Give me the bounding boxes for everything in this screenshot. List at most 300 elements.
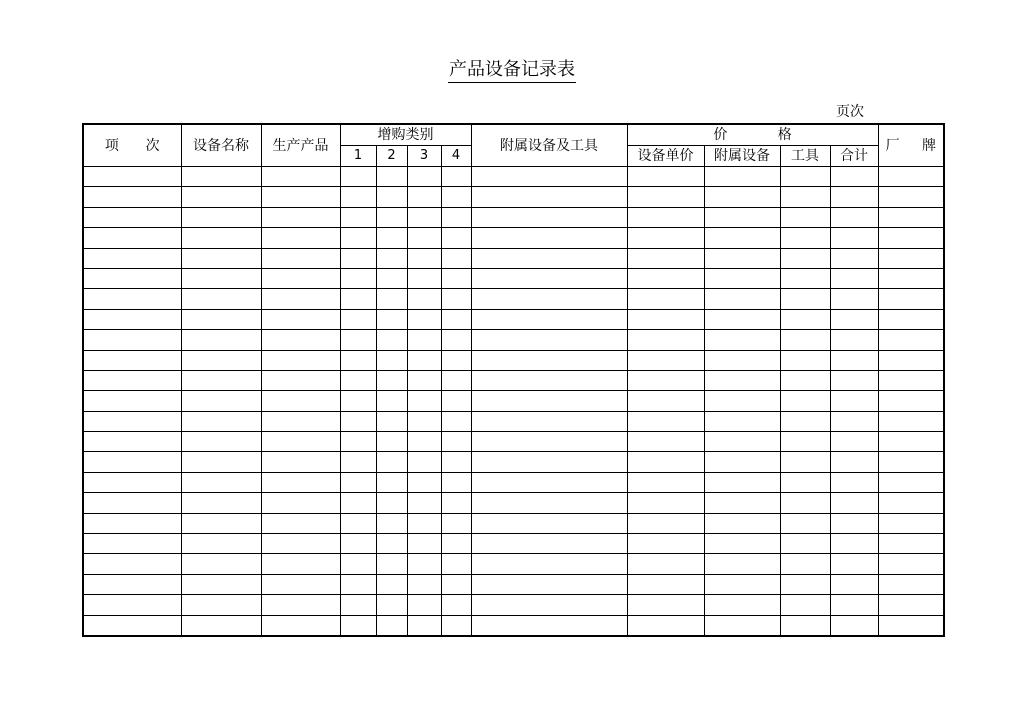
table-cell[interactable] xyxy=(376,472,407,492)
table-cell[interactable] xyxy=(704,534,780,554)
table-cell[interactable] xyxy=(627,228,704,248)
table-cell[interactable] xyxy=(261,472,340,492)
table-cell[interactable] xyxy=(340,309,376,329)
table-cell[interactable] xyxy=(376,370,407,390)
table-cell[interactable] xyxy=(83,350,181,370)
table-cell[interactable] xyxy=(340,228,376,248)
table-cell[interactable] xyxy=(704,187,780,207)
table-cell[interactable] xyxy=(441,472,471,492)
table-cell[interactable] xyxy=(376,534,407,554)
table-cell[interactable] xyxy=(878,228,944,248)
table-cell[interactable] xyxy=(878,574,944,594)
table-cell[interactable] xyxy=(376,513,407,533)
table-cell[interactable] xyxy=(376,493,407,513)
table-cell[interactable] xyxy=(780,309,830,329)
table-cell[interactable] xyxy=(780,513,830,533)
table-cell[interactable] xyxy=(780,472,830,492)
table-cell[interactable] xyxy=(407,207,441,227)
table-cell[interactable] xyxy=(181,268,261,288)
table-cell[interactable] xyxy=(181,391,261,411)
table-cell[interactable] xyxy=(340,615,376,636)
table-cell[interactable] xyxy=(704,411,780,431)
table-cell[interactable] xyxy=(471,513,627,533)
table-cell[interactable] xyxy=(878,268,944,288)
table-cell[interactable] xyxy=(471,350,627,370)
table-cell[interactable] xyxy=(83,289,181,309)
table-cell[interactable] xyxy=(261,493,340,513)
table-cell[interactable] xyxy=(878,411,944,431)
table-cell[interactable] xyxy=(181,595,261,615)
table-cell[interactable] xyxy=(407,350,441,370)
table-cell[interactable] xyxy=(441,167,471,187)
table-cell[interactable] xyxy=(627,289,704,309)
table-cell[interactable] xyxy=(407,187,441,207)
table-cell[interactable] xyxy=(261,187,340,207)
table-cell[interactable] xyxy=(340,350,376,370)
table-cell[interactable] xyxy=(83,493,181,513)
table-cell[interactable] xyxy=(830,207,878,227)
table-cell[interactable] xyxy=(830,411,878,431)
table-cell[interactable] xyxy=(878,472,944,492)
table-cell[interactable] xyxy=(627,493,704,513)
table-cell[interactable] xyxy=(261,370,340,390)
table-cell[interactable] xyxy=(83,513,181,533)
table-cell[interactable] xyxy=(780,411,830,431)
table-cell[interactable] xyxy=(407,574,441,594)
table-cell[interactable] xyxy=(83,391,181,411)
table-cell[interactable] xyxy=(627,432,704,452)
table-cell[interactable] xyxy=(704,309,780,329)
table-cell[interactable] xyxy=(780,248,830,268)
table-cell[interactable] xyxy=(376,228,407,248)
table-cell[interactable] xyxy=(471,248,627,268)
table-cell[interactable] xyxy=(878,289,944,309)
table-cell[interactable] xyxy=(830,370,878,390)
table-cell[interactable] xyxy=(181,493,261,513)
table-cell[interactable] xyxy=(627,472,704,492)
table-cell[interactable] xyxy=(376,330,407,350)
table-cell[interactable] xyxy=(181,187,261,207)
table-cell[interactable] xyxy=(83,167,181,187)
table-cell[interactable] xyxy=(261,595,340,615)
table-cell[interactable] xyxy=(181,248,261,268)
table-cell[interactable] xyxy=(830,167,878,187)
table-cell[interactable] xyxy=(376,350,407,370)
table-cell[interactable] xyxy=(181,207,261,227)
table-cell[interactable] xyxy=(441,534,471,554)
table-cell[interactable] xyxy=(261,248,340,268)
table-cell[interactable] xyxy=(340,268,376,288)
table-cell[interactable] xyxy=(471,554,627,574)
table-cell[interactable] xyxy=(627,248,704,268)
table-cell[interactable] xyxy=(830,330,878,350)
table-cell[interactable] xyxy=(83,228,181,248)
table-cell[interactable] xyxy=(181,615,261,636)
table-cell[interactable] xyxy=(704,289,780,309)
table-cell[interactable] xyxy=(704,207,780,227)
table-cell[interactable] xyxy=(340,411,376,431)
table-cell[interactable] xyxy=(627,207,704,227)
table-cell[interactable] xyxy=(340,207,376,227)
table-cell[interactable] xyxy=(181,574,261,594)
table-cell[interactable] xyxy=(704,493,780,513)
table-cell[interactable] xyxy=(878,534,944,554)
table-cell[interactable] xyxy=(780,534,830,554)
table-cell[interactable] xyxy=(471,574,627,594)
table-cell[interactable] xyxy=(181,289,261,309)
table-cell[interactable] xyxy=(830,493,878,513)
table-cell[interactable] xyxy=(261,167,340,187)
table-cell[interactable] xyxy=(441,207,471,227)
table-cell[interactable] xyxy=(340,370,376,390)
table-cell[interactable] xyxy=(181,228,261,248)
table-cell[interactable] xyxy=(441,370,471,390)
table-cell[interactable] xyxy=(704,615,780,636)
table-cell[interactable] xyxy=(407,595,441,615)
table-cell[interactable] xyxy=(704,350,780,370)
table-cell[interactable] xyxy=(471,167,627,187)
table-cell[interactable] xyxy=(407,472,441,492)
table-cell[interactable] xyxy=(261,615,340,636)
table-cell[interactable] xyxy=(83,309,181,329)
table-cell[interactable] xyxy=(83,452,181,472)
table-cell[interactable] xyxy=(83,207,181,227)
table-cell[interactable] xyxy=(261,411,340,431)
table-cell[interactable] xyxy=(441,452,471,472)
table-cell[interactable] xyxy=(471,472,627,492)
table-cell[interactable] xyxy=(340,534,376,554)
table-cell[interactable] xyxy=(376,167,407,187)
table-cell[interactable] xyxy=(340,248,376,268)
table-cell[interactable] xyxy=(407,554,441,574)
table-cell[interactable] xyxy=(441,432,471,452)
table-cell[interactable] xyxy=(83,248,181,268)
table-cell[interactable] xyxy=(407,513,441,533)
table-cell[interactable] xyxy=(704,432,780,452)
table-cell[interactable] xyxy=(780,452,830,472)
table-cell[interactable] xyxy=(780,493,830,513)
table-cell[interactable] xyxy=(441,391,471,411)
table-cell[interactable] xyxy=(878,248,944,268)
table-cell[interactable] xyxy=(407,452,441,472)
table-cell[interactable] xyxy=(704,472,780,492)
table-cell[interactable] xyxy=(878,309,944,329)
table-cell[interactable] xyxy=(407,615,441,636)
table-cell[interactable] xyxy=(704,370,780,390)
table-cell[interactable] xyxy=(704,513,780,533)
table-cell[interactable] xyxy=(830,574,878,594)
table-cell[interactable] xyxy=(261,228,340,248)
table-cell[interactable] xyxy=(340,167,376,187)
table-cell[interactable] xyxy=(878,391,944,411)
table-cell[interactable] xyxy=(83,615,181,636)
table-cell[interactable] xyxy=(780,289,830,309)
table-cell[interactable] xyxy=(878,595,944,615)
table-cell[interactable] xyxy=(780,228,830,248)
table-cell[interactable] xyxy=(704,391,780,411)
table-cell[interactable] xyxy=(830,289,878,309)
table-cell[interactable] xyxy=(780,187,830,207)
table-cell[interactable] xyxy=(407,309,441,329)
table-cell[interactable] xyxy=(376,268,407,288)
table-cell[interactable] xyxy=(83,534,181,554)
table-cell[interactable] xyxy=(830,268,878,288)
table-cell[interactable] xyxy=(181,452,261,472)
table-cell[interactable] xyxy=(830,554,878,574)
table-cell[interactable] xyxy=(780,432,830,452)
table-cell[interactable] xyxy=(627,534,704,554)
table-cell[interactable] xyxy=(704,248,780,268)
table-cell[interactable] xyxy=(471,370,627,390)
table-cell[interactable] xyxy=(780,350,830,370)
table-cell[interactable] xyxy=(704,330,780,350)
table-cell[interactable] xyxy=(261,391,340,411)
table-cell[interactable] xyxy=(181,411,261,431)
table-cell[interactable] xyxy=(441,574,471,594)
table-cell[interactable] xyxy=(441,595,471,615)
table-cell[interactable] xyxy=(627,187,704,207)
table-cell[interactable] xyxy=(704,167,780,187)
table-cell[interactable] xyxy=(780,574,830,594)
table-cell[interactable] xyxy=(830,452,878,472)
table-cell[interactable] xyxy=(181,309,261,329)
table-cell[interactable] xyxy=(627,309,704,329)
table-cell[interactable] xyxy=(83,187,181,207)
table-cell[interactable] xyxy=(830,595,878,615)
table-cell[interactable] xyxy=(878,452,944,472)
table-cell[interactable] xyxy=(376,595,407,615)
table-cell[interactable] xyxy=(471,411,627,431)
table-cell[interactable] xyxy=(441,554,471,574)
table-cell[interactable] xyxy=(181,330,261,350)
table-cell[interactable] xyxy=(441,493,471,513)
table-cell[interactable] xyxy=(83,432,181,452)
table-cell[interactable] xyxy=(340,432,376,452)
table-cell[interactable] xyxy=(261,350,340,370)
table-cell[interactable] xyxy=(471,452,627,472)
table-cell[interactable] xyxy=(704,452,780,472)
table-cell[interactable] xyxy=(261,268,340,288)
table-cell[interactable] xyxy=(878,187,944,207)
table-cell[interactable] xyxy=(340,574,376,594)
table-cell[interactable] xyxy=(627,595,704,615)
table-cell[interactable] xyxy=(878,615,944,636)
table-cell[interactable] xyxy=(441,411,471,431)
table-cell[interactable] xyxy=(878,513,944,533)
table-cell[interactable] xyxy=(704,574,780,594)
table-cell[interactable] xyxy=(407,167,441,187)
table-cell[interactable] xyxy=(878,330,944,350)
table-cell[interactable] xyxy=(441,248,471,268)
table-cell[interactable] xyxy=(471,207,627,227)
table-cell[interactable] xyxy=(340,330,376,350)
table-cell[interactable] xyxy=(441,309,471,329)
table-cell[interactable] xyxy=(780,330,830,350)
table-cell[interactable] xyxy=(441,330,471,350)
table-cell[interactable] xyxy=(830,248,878,268)
table-cell[interactable] xyxy=(340,452,376,472)
table-cell[interactable] xyxy=(261,554,340,574)
table-cell[interactable] xyxy=(441,289,471,309)
table-cell[interactable] xyxy=(181,534,261,554)
table-cell[interactable] xyxy=(407,268,441,288)
table-cell[interactable] xyxy=(441,228,471,248)
table-cell[interactable] xyxy=(471,309,627,329)
table-cell[interactable] xyxy=(83,595,181,615)
table-cell[interactable] xyxy=(376,554,407,574)
table-cell[interactable] xyxy=(627,330,704,350)
table-cell[interactable] xyxy=(83,268,181,288)
table-cell[interactable] xyxy=(340,513,376,533)
table-cell[interactable] xyxy=(407,228,441,248)
table-cell[interactable] xyxy=(340,493,376,513)
table-cell[interactable] xyxy=(340,289,376,309)
table-cell[interactable] xyxy=(627,350,704,370)
header-equipment-name: 设备名称 xyxy=(181,124,261,167)
table-cell[interactable] xyxy=(261,452,340,472)
table-cell[interactable] xyxy=(830,472,878,492)
table-cell[interactable] xyxy=(780,554,830,574)
table-cell[interactable] xyxy=(471,595,627,615)
table-cell[interactable] xyxy=(376,391,407,411)
table-cell[interactable] xyxy=(83,370,181,390)
table-cell[interactable] xyxy=(407,289,441,309)
table-cell[interactable] xyxy=(780,391,830,411)
table-cell[interactable] xyxy=(627,268,704,288)
table-cell[interactable] xyxy=(376,187,407,207)
table-cell[interactable] xyxy=(181,370,261,390)
table-cell[interactable] xyxy=(83,330,181,350)
table-cell[interactable] xyxy=(471,187,627,207)
table-cell[interactable] xyxy=(830,187,878,207)
table-cell[interactable] xyxy=(878,554,944,574)
table-cell[interactable] xyxy=(376,248,407,268)
table-cell[interactable] xyxy=(441,513,471,533)
table-cell[interactable] xyxy=(441,268,471,288)
table-cell[interactable] xyxy=(376,615,407,636)
table-cell[interactable] xyxy=(376,411,407,431)
table-cell[interactable] xyxy=(407,330,441,350)
table-cell[interactable] xyxy=(627,411,704,431)
table-cell[interactable] xyxy=(261,432,340,452)
table-cell[interactable] xyxy=(627,370,704,390)
table-cell[interactable] xyxy=(376,452,407,472)
table-cell[interactable] xyxy=(83,411,181,431)
table-cell[interactable] xyxy=(878,370,944,390)
table-cell[interactable] xyxy=(407,432,441,452)
table-cell[interactable] xyxy=(627,574,704,594)
table-cell[interactable] xyxy=(471,330,627,350)
table-cell[interactable] xyxy=(627,615,704,636)
table-cell[interactable] xyxy=(471,268,627,288)
table-cell[interactable] xyxy=(780,207,830,227)
table-cell[interactable] xyxy=(780,167,830,187)
table-cell[interactable] xyxy=(83,472,181,492)
table-cell[interactable] xyxy=(704,554,780,574)
table-cell[interactable] xyxy=(261,207,340,227)
table-cell[interactable] xyxy=(83,554,181,574)
table-cell[interactable] xyxy=(830,228,878,248)
table-cell[interactable] xyxy=(878,350,944,370)
table-cell[interactable] xyxy=(261,330,340,350)
table-cell[interactable] xyxy=(376,309,407,329)
table-cell[interactable] xyxy=(181,472,261,492)
table-cell[interactable] xyxy=(830,534,878,554)
table-cell[interactable] xyxy=(830,513,878,533)
table-cell[interactable] xyxy=(261,309,340,329)
table-cell[interactable] xyxy=(471,615,627,636)
table-cell[interactable] xyxy=(878,207,944,227)
table-cell[interactable] xyxy=(407,493,441,513)
table-cell[interactable] xyxy=(830,615,878,636)
table-cell[interactable] xyxy=(471,534,627,554)
table-cell[interactable] xyxy=(261,513,340,533)
table-cell[interactable] xyxy=(407,534,441,554)
table-cell[interactable] xyxy=(181,432,261,452)
table-cell[interactable] xyxy=(407,411,441,431)
table-cell[interactable] xyxy=(340,187,376,207)
table-cell[interactable] xyxy=(704,268,780,288)
table-cell[interactable] xyxy=(181,167,261,187)
table-cell[interactable] xyxy=(407,391,441,411)
table-cell[interactable] xyxy=(471,391,627,411)
table-cell[interactable] xyxy=(830,391,878,411)
table-cell[interactable] xyxy=(627,391,704,411)
table-cell[interactable] xyxy=(878,167,944,187)
table-cell[interactable] xyxy=(627,167,704,187)
table-cell[interactable] xyxy=(441,350,471,370)
table-cell[interactable] xyxy=(376,432,407,452)
table-cell[interactable] xyxy=(261,574,340,594)
table-cell[interactable] xyxy=(441,187,471,207)
table-cell[interactable] xyxy=(471,432,627,452)
table-cell[interactable] xyxy=(878,493,944,513)
table-cell[interactable] xyxy=(376,574,407,594)
table-cell[interactable] xyxy=(627,513,704,533)
table-cell[interactable] xyxy=(340,472,376,492)
table-cell[interactable] xyxy=(780,595,830,615)
table-cell[interactable] xyxy=(830,309,878,329)
table-cell[interactable] xyxy=(340,391,376,411)
table-cell[interactable] xyxy=(780,370,830,390)
table-cell[interactable] xyxy=(407,370,441,390)
table-cell[interactable] xyxy=(830,432,878,452)
table-cell[interactable] xyxy=(181,554,261,574)
table-cell[interactable] xyxy=(471,493,627,513)
table-cell[interactable] xyxy=(471,228,627,248)
table-cell[interactable] xyxy=(376,207,407,227)
table-cell[interactable] xyxy=(340,595,376,615)
table-cell[interactable] xyxy=(878,432,944,452)
table-cell[interactable] xyxy=(376,289,407,309)
table-cell[interactable] xyxy=(441,615,471,636)
table-cell[interactable] xyxy=(261,534,340,554)
table-cell[interactable] xyxy=(780,615,830,636)
table-cell[interactable] xyxy=(780,268,830,288)
table-cell[interactable] xyxy=(830,350,878,370)
table-cell[interactable] xyxy=(181,513,261,533)
table-cell[interactable] xyxy=(704,595,780,615)
table-cell[interactable] xyxy=(627,452,704,472)
table-cell[interactable] xyxy=(83,574,181,594)
table-cell[interactable] xyxy=(261,289,340,309)
table-cell[interactable] xyxy=(704,228,780,248)
table-cell[interactable] xyxy=(627,554,704,574)
table-cell[interactable] xyxy=(340,554,376,574)
table-cell[interactable] xyxy=(471,289,627,309)
table-cell[interactable] xyxy=(181,350,261,370)
table-cell[interactable] xyxy=(407,248,441,268)
